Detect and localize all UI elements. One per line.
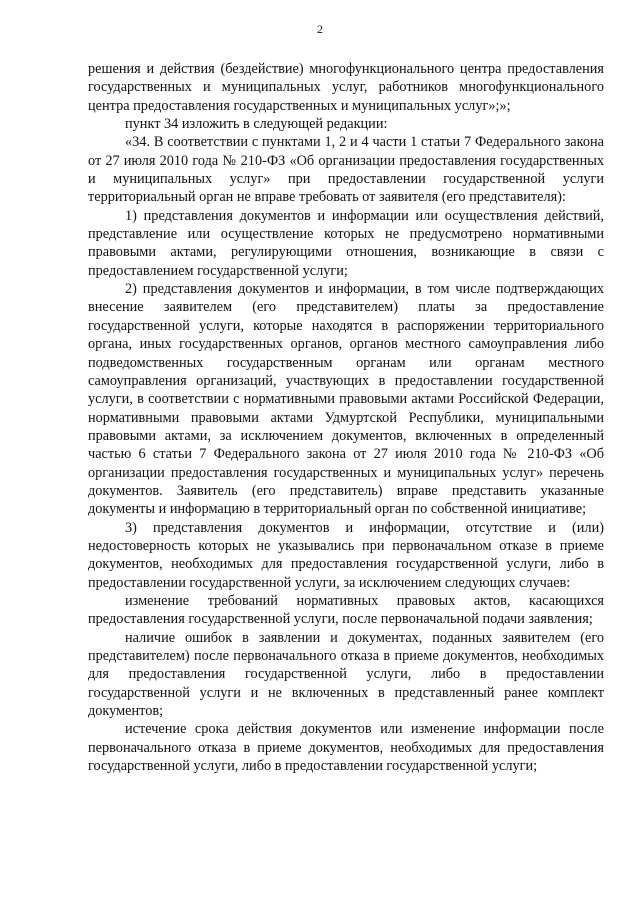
document-body [88,60,604,775]
paragraph: пункт 34 изложить в следующей редакции: [125,116,388,133]
paragraph: 1) представления документов и информации или осуществления действий, представление или осуществление которых не предусмотрено нормативными правовыми актами, регулирующими отношения, возникающие в связи с предоставлением государственной услуги; [88,207,604,279]
paragraph: решения и действия (бездействие) многофункционального центра предоставления государственных и муниципальных услуг, работников многофункционального центра предоставления государственных и муниципальных услуг»;»; [88,61,604,114]
paragraph: истечение срока действия документов или изменение информации после первоначального отказа в приеме документов, необходимых для предоставления государственной услуги, либо в предоставлении государственной услуги; [88,721,604,775]
paragraph: изменение требований нормативных правовых актов, касающихся предоставления государственной услуги, после первоначальной подачи заявления; [88,592,604,628]
paragraph: 3) представления документов и информации, отсутствие и (или) недостоверность которых не указывались при первоначальном отказе в приеме документов, необходимых для предоставления государственной услуги, либо в предоставлении государственной услуги, за исключением следующих случаев: [88,519,604,591]
paragraph: наличие ошибок в заявлении и документах, поданных заявителем (его представителем) после первоначального отказа в приеме документов, необходимых для предоставления государственной услуги, либо в предоставлении государственной услуги и не включенных в представленный ранее комплект документов; [88,629,604,720]
paragraph: 2) представления документов и информации, в том числе подтверждающих внесение заявителем (его представителем) платы за предоставление государственной услуги, которые находятся в распоряжении территориального органа, иных государственных органов, органов местного самоуправления либо подведомственных государственным органам или органам местного самоуправления организаций, участвующих в предоставлении государственной услуги, в соответствии с нормативными правовыми актами Российской Федерации, нормативными правовыми актами Удмуртской Республики, муниципальными правовыми актами, за исключением документов, включенных в определенный частью 6 статьи 7 Федерального закона от 27 июля 2010 года № 210-ФЗ «Об организации предоставления государственных и муниципальных услуг» перечень документов. Заявитель (его представитель) вправе представить указанные документы и информацию в территориальный орган по собственной инициативе; [88,281,604,518]
paragraph: «34. В соответствии с пунктами 1, 2 и 4 части 1 статьи 7 Федерального закона от 27 июля 2010 года № 210-ФЗ «Об организации предоставления государственных и муниципальных услуг» при предоставлении государственной услуги территориальный орган не вправе требовать от заявителя (его представителя): [88,134,604,206]
page-number: 2 [317,22,323,36]
